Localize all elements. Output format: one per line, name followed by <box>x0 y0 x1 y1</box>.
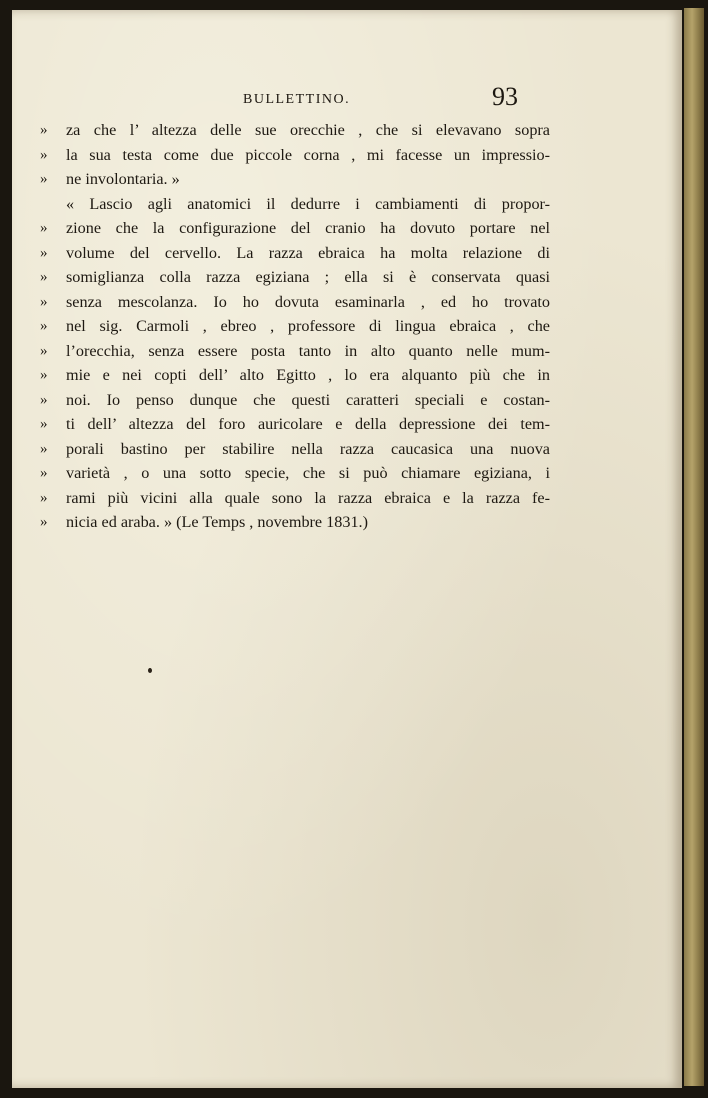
quote-mark: » <box>40 465 48 481</box>
line-text: porali bastino per stabilire nella razza caucasica una nuova <box>66 439 550 458</box>
text-line-15 <box>40 461 550 486</box>
text-line-14 <box>40 437 550 462</box>
quote-mark: » <box>40 342 48 359</box>
line-text: zione che la configurazione del cranio ha dovuto portare nel <box>66 219 550 237</box>
quote-mark: » <box>40 220 48 236</box>
line-text: varietà , o una sotto specie, che si può chiamare egiziana, i <box>66 464 550 482</box>
text-line-5 <box>40 216 550 241</box>
page-number: 93 <box>492 82 518 111</box>
quote-mark: » <box>40 293 48 310</box>
text-line-11 <box>40 363 550 388</box>
line-text: nicia ed araba. » (Le Temps , novembre 1831.) <box>66 513 368 531</box>
line-text: senza mescolanza. Io ho dovuta esaminarla , ed ho trovato <box>66 292 550 311</box>
page-edge <box>684 8 704 1086</box>
text-line-7 <box>40 265 550 290</box>
quote-mark: » <box>40 269 48 285</box>
text-line-6 <box>40 241 550 266</box>
text-line-2 <box>40 143 550 168</box>
quote-mark: » <box>40 318 48 334</box>
quote-mark: » <box>40 244 48 261</box>
quote-mark: » <box>40 440 48 457</box>
line-text: ne involontaria. » <box>66 170 180 188</box>
line-text: l’orecchia, senza essere posta tanto in alto quanto nelle mum- <box>66 341 550 360</box>
line-text: la sua testa come due piccole corna , mi facesse un impressio- <box>66 145 550 164</box>
text-line-1 <box>40 118 550 143</box>
text-line-12 <box>40 388 550 413</box>
line-text: za che l’ altezza delle sue orecchie , che si elevavano sopra <box>66 121 550 139</box>
quote-mark: » <box>40 391 48 408</box>
text-line-8 <box>40 290 550 315</box>
ink-speck <box>148 668 152 673</box>
body-text <box>40 118 550 535</box>
line-text: « Lascio agli anatomici il dedurre i cambiamenti di propor- <box>66 194 550 213</box>
text-line-13 <box>40 412 550 437</box>
quote-mark <box>40 192 66 217</box>
quote-mark: » <box>40 171 48 187</box>
quote-mark: » <box>40 489 48 506</box>
quote-mark: » <box>40 122 48 138</box>
line-text: somiglianza colla razza egiziana ; ella si è conservata quasi <box>66 268 550 286</box>
text-line-3 <box>40 167 550 192</box>
line-text: mie e nei copti dell’ alto Egitto , lo era alquanto più che in <box>66 366 550 384</box>
quote-mark: » <box>40 367 48 383</box>
line-text: nel sig. Carmoli , ebreo , professore di lingua ebraica , che <box>66 317 550 335</box>
line-text: ti dell’ altezza del foro auricolare e della depressione dei tem- <box>66 415 550 433</box>
quote-mark: » <box>40 514 48 530</box>
line-text: rami più vicini alla quale sono la razza ebraica e la razza fe- <box>66 488 550 507</box>
quote-mark: » <box>40 146 48 163</box>
text-line-9 <box>40 314 550 339</box>
text-line-17 <box>40 510 550 535</box>
line-text: noi. Io penso dunque che questi caratteri speciali e costan- <box>66 390 550 409</box>
text-line-10 <box>40 339 550 364</box>
text-line-4 <box>40 192 550 217</box>
running-header: BULLETTINO. <box>243 92 351 107</box>
text-line-16 <box>40 486 550 511</box>
quote-mark: » <box>40 416 48 432</box>
line-text: volume del cervello. La razza ebraica ha molta relazione di <box>66 243 550 262</box>
